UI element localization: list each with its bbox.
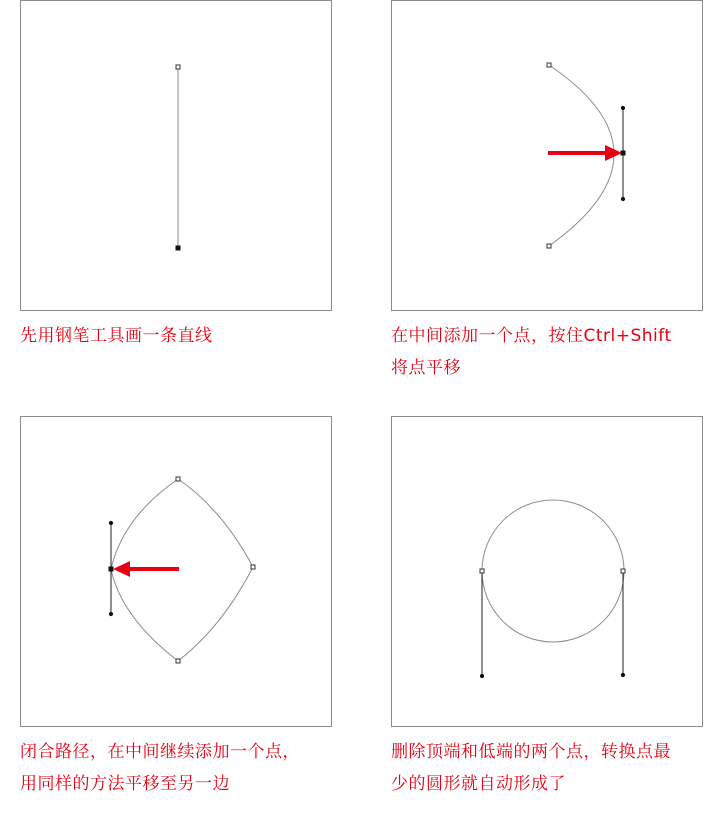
step-4-caption-line-2: 少的圆形就自动形成了: [391, 774, 566, 794]
right-anchor-point: [621, 569, 625, 573]
step-2-drawing: [392, 1, 704, 312]
top-anchor-point: [547, 63, 551, 67]
circle-path: [482, 500, 624, 642]
step-3-caption-line-1: 闭合路径，在中间继续添加一个点，: [20, 742, 300, 762]
step-2-caption-line-2: 将点平移: [391, 358, 461, 378]
left-handle-point: [480, 674, 483, 677]
handle-bottom-point: [109, 612, 112, 615]
step-1-caption: [20, 320, 340, 352]
step-1-caption-line-1: 先用钢笔工具画一条直线: [20, 326, 213, 346]
bottom-anchor-point: [176, 659, 180, 663]
step-3-caption: [20, 736, 340, 800]
step-2-caption-line-1: 在中间添加一个点，按住Ctrl+Shift: [391, 326, 672, 346]
left-anchor-point: [480, 569, 484, 573]
step-2-canvas: [391, 0, 703, 311]
right-handle-point: [621, 673, 624, 676]
curved-path: [549, 65, 614, 246]
step-4-caption: [391, 736, 711, 800]
handle-top-point: [109, 521, 112, 524]
step-3-canvas: [20, 416, 332, 727]
step-1-canvas: [20, 0, 332, 311]
top-anchor-point: [176, 477, 180, 481]
step-4-drawing: [392, 417, 704, 728]
red-arrow-left-icon: [113, 561, 179, 577]
step-3-caption-line-2: 用同样的方法平移至另一边: [20, 774, 230, 794]
handle-bottom-point: [621, 197, 624, 200]
top-anchor-point: [176, 65, 180, 69]
red-arrow-right-icon: [548, 145, 622, 161]
step-2-caption: [391, 320, 711, 384]
step-3-drawing: [21, 417, 333, 728]
left-anchor-point: [109, 567, 113, 571]
handle-top-point: [621, 106, 624, 109]
bottom-anchor-point: [547, 244, 551, 248]
bottom-anchor-point: [176, 246, 180, 250]
step-4-canvas: [391, 416, 703, 727]
step-1-drawing: [21, 1, 333, 312]
step-4-caption-line-1: 删除顶端和低端的两个点，转换点最: [391, 742, 671, 762]
right-anchor-point: [251, 565, 255, 569]
